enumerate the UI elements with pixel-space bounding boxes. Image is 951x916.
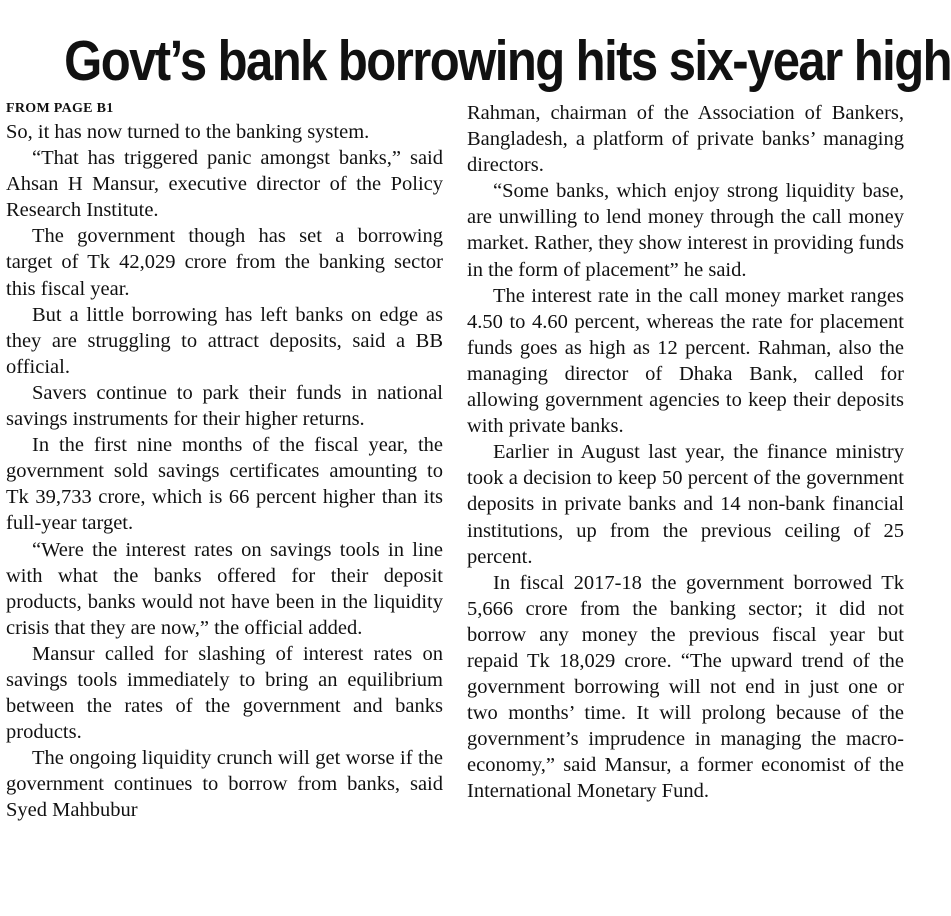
paragraph: In fiscal 2017-18 the government borrowed Tk 5,666 crore from the banking sector; it did not borrow any money the previous fiscal year but repaid Tk 18,029 crore. “The upward trend of the government borrowing will not end in just one or two months’ time. It will prolong because of the government’s imprudence in managing the macro-economy,” said Mansur, a former economist of the International Monetary Fund. (467, 571, 904, 803)
paragraph: The government though has set a borrowing target of Tk 42,029 crore from the banking sector this fiscal year. (6, 225, 443, 300)
paragraph: “Some banks, which enjoy strong liquidity base, are unwilling to lend money through the call money market. Rather, they show interest in providing funds in the form of placement” he said. (467, 180, 904, 281)
paragraph: So, it has now turned to the banking system. (6, 121, 370, 143)
paragraph: But a little borrowing has left banks on edge as they are struggling to attract deposits, said a BB official. (6, 303, 443, 378)
paragraph: In the first nine months of the fiscal year, the government sold savings certificates amounting to Tk 39,733 crore, which is 66 percent higher than its full-year target. (6, 434, 443, 535)
paragraph: Mansur called for slashing of interest rates on savings tools immediately to bring an equilibrium between the rates of the government and banks products. (6, 642, 443, 744)
paragraph: Rahman, chairman of the Association of Bankers, Bangladesh, a platform of private banks’ managing directors. (467, 102, 904, 177)
left-column (6, 100, 443, 824)
paragraph: The ongoing liquidity crunch will get worse if the government continues to borrow from banks, said Syed Mahbubur (6, 747, 443, 822)
paragraph: Earlier in August last year, the finance ministry took a decision to keep 50 percent of the government deposits in private banks and 14 non-bank financial institutions, up from the previous ceiling of 25 percent. (467, 441, 904, 568)
right-column (467, 100, 904, 805)
paragraph: Savers continue to park their funds in national savings instruments for their higher returns. (6, 381, 443, 431)
jump-label: FROM PAGE B1 (6, 101, 114, 116)
paragraph: The interest rate in the call money market ranges 4.50 to 4.60 percent, whereas the rate for placement funds goes as high as 12 percent. Rahman, also the managing director of Dhaka Bank, called for allowing government agencies to keep their deposits with private banks. (467, 284, 904, 438)
headline: Govt’s bank borrowing hits six-year high (64, 29, 951, 93)
paragraph: “Were the interest rates on savings tools in line with what the banks offered for their deposit products, banks would not have been in the liquidity crisis that they are now,” the official added. (6, 538, 443, 639)
paragraph: “That has triggered panic amongst banks,” said Ahsan H Mansur, executive director of the Policy Research Institute. (6, 147, 443, 222)
